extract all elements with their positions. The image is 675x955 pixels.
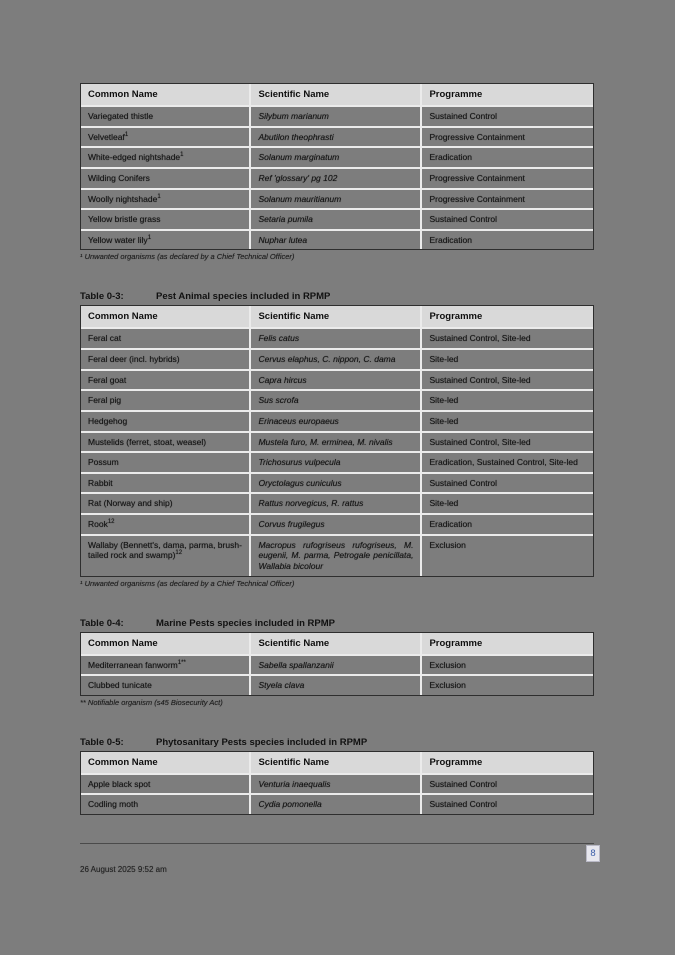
table-row	[81, 411, 593, 432]
common-name-cell: Possum	[81, 452, 250, 473]
column-header: Scientific Name	[250, 84, 421, 106]
common-name-cell: Feral goat	[81, 370, 250, 391]
common-name-cell: Apple black spot	[81, 774, 250, 795]
scientific-name-cell: Venturia inaequalis	[250, 774, 421, 795]
footnote-marker: 1**	[177, 659, 186, 666]
programme-cell: Exclusion	[421, 535, 593, 576]
programme-cell: Progressive Containment	[421, 127, 593, 148]
footnote-marker: 1	[147, 234, 152, 241]
pest-animals-table	[81, 306, 593, 575]
scientific-name-cell: Felis catus	[250, 328, 421, 349]
table-row	[81, 349, 593, 370]
column-header: Programme	[421, 306, 593, 328]
column-header: Common Name	[81, 306, 250, 328]
table-row	[81, 189, 593, 210]
programme-cell: Sustained Control, Site-led	[421, 328, 593, 349]
programme-cell: Exclusion	[421, 655, 593, 676]
scientific-name-cell: Oryctolagus cuniculus	[250, 473, 421, 494]
table-section-marine-pests	[80, 618, 594, 707]
footnote-marker: 1	[157, 193, 161, 200]
footnote-marker: 1	[124, 131, 129, 138]
common-name-cell: Yellow bristle grass	[81, 209, 250, 230]
common-name-cell: Rabbit	[81, 473, 250, 494]
table-caption-label: Table 0-3:	[80, 291, 124, 303]
table-row	[81, 493, 593, 514]
scientific-name-cell: Nuphar lutea	[250, 230, 421, 250]
page-number-field[interactable]: 8	[586, 845, 600, 862]
common-name-cell: Wallaby (Bennett's, dama, parma, brush-tailed rock and swamp)$^{12}$	[81, 535, 250, 576]
common-name-cell: Yellow water lily$^1$	[81, 230, 250, 250]
scientific-name-cell: Corvus frugilegus	[250, 514, 421, 535]
common-name-cell: Clubbed tunicate	[81, 675, 250, 695]
scientific-name-cell: Trichosurus vulpecula	[250, 452, 421, 473]
table-caption-label: Table 0-4:	[80, 617, 124, 629]
table-section-plant-pests-continued	[80, 83, 594, 261]
table-row	[81, 147, 593, 168]
table-footnote: ¹ Unwanted organisms (as declared by a Chief Technical Officer)	[80, 578, 295, 588]
column-header: Scientific Name	[250, 633, 421, 655]
programme-cell: Sustained Control	[421, 794, 593, 814]
column-header: Programme	[421, 633, 593, 655]
common-name-cell: Codling moth	[81, 794, 250, 814]
column-header: Programme	[421, 84, 593, 106]
table-section-phytosanitary-pests	[80, 737, 594, 815]
table-footnote: ¹ Unwanted organisms (as declared by a Chief Technical Officer)	[80, 252, 295, 262]
common-name-cell: Rat (Norway and ship)	[81, 493, 250, 514]
table-caption-text: Marine Pests species included in RPMP	[156, 617, 335, 629]
column-header: Common Name	[81, 633, 250, 655]
column-header: Common Name	[81, 84, 250, 106]
document-page-content	[80, 83, 594, 874]
common-name-cell: Hedgehog	[81, 411, 250, 432]
programme-cell: Exclusion	[421, 675, 593, 695]
footer-date: 26 August 2025 9:52 am	[80, 865, 167, 874]
page-footer	[80, 843, 594, 874]
footnote-marker: 12	[175, 550, 183, 557]
scientific-name-cell: Cervus elaphus, C. nippon, C. dama	[250, 349, 421, 370]
common-name-cell: Rook$^{12}$	[81, 514, 250, 535]
column-header: Scientific Name	[250, 306, 421, 328]
table-row	[81, 432, 593, 453]
programme-cell: Site-led	[421, 349, 593, 370]
programme-cell: Site-led	[421, 390, 593, 411]
table-caption	[80, 737, 594, 748]
column-header: Scientific Name	[250, 752, 421, 774]
programme-cell: Site-led	[421, 411, 593, 432]
table-caption-text: Pest Animal species included in RPMP	[156, 291, 331, 303]
table-row	[81, 168, 593, 189]
common-name-cell: White-edged nightshade$^1$	[81, 147, 250, 168]
table-border	[80, 632, 594, 696]
common-name-cell: Velvetleaf$^1$	[81, 127, 250, 148]
table-section-pest-animals	[80, 291, 594, 587]
scientific-name-cell: Capra hircus	[250, 370, 421, 391]
table-row	[81, 209, 593, 230]
table-row	[81, 370, 593, 391]
footnote-marker: 1	[180, 152, 184, 159]
table-caption	[80, 618, 594, 629]
table-caption-label: Table 0-5:	[80, 736, 124, 748]
common-name-cell: Variegated thistle	[81, 106, 250, 127]
scientific-name-cell: Cydia pomonella	[250, 794, 421, 814]
programme-cell: Sustained Control	[421, 473, 593, 494]
programme-cell: Progressive Containment	[421, 189, 593, 210]
programme-cell: Sustained Control	[421, 209, 593, 230]
scientific-name-cell: Sabella spallanzanii	[250, 655, 421, 676]
common-name-cell: Mustelids (ferret, stoat, weasel)	[81, 432, 250, 453]
scientific-name-cell: Erinaceus europaeus	[250, 411, 421, 432]
common-name-cell: Woolly nightshade$^1$	[81, 189, 250, 210]
phytosanitary-pests-table	[81, 752, 593, 814]
programme-cell: Progressive Containment	[421, 168, 593, 189]
table-row	[81, 230, 593, 250]
column-header: Programme	[421, 752, 593, 774]
programme-cell: Site-led	[421, 493, 593, 514]
table-border	[80, 305, 594, 576]
programme-cell: Eradication	[421, 147, 593, 168]
scientific-name-cell: Sus scrofa	[250, 390, 421, 411]
header-row	[81, 84, 593, 106]
common-name-cell: Mediterranean fanworm$^{1**}$	[81, 655, 250, 676]
header-row	[81, 752, 593, 774]
table-row	[81, 452, 593, 473]
table-border	[80, 751, 594, 815]
table-row	[81, 328, 593, 349]
table-row	[81, 473, 593, 494]
table-caption	[80, 291, 594, 302]
table-row	[81, 774, 593, 795]
programme-cell: Eradication, Sustained Control, Site-led	[421, 452, 593, 473]
footnote-marker: 12	[107, 519, 115, 526]
programme-cell: Sustained Control, Site-led	[421, 432, 593, 453]
header-row	[81, 633, 593, 655]
plant-pests-table	[81, 84, 593, 249]
scientific-name-cell: Abutilon theophrasti	[250, 127, 421, 148]
programme-cell: Sustained Control	[421, 774, 593, 795]
table-row	[81, 655, 593, 676]
table-row	[81, 675, 593, 695]
common-name-cell: Feral cat	[81, 328, 250, 349]
scientific-name-cell: Solanum marginatum	[250, 147, 421, 168]
table-row	[81, 390, 593, 411]
programme-cell: Eradication	[421, 230, 593, 250]
programme-cell: Sustained Control, Site-led	[421, 370, 593, 391]
scientific-name-cell: Silybum marianum	[250, 106, 421, 127]
scientific-name-cell: Ref 'glossary' pg 102	[250, 168, 421, 189]
table-row	[81, 514, 593, 535]
programme-cell: Sustained Control	[421, 106, 593, 127]
table-row	[81, 106, 593, 127]
programme-cell: Eradication	[421, 514, 593, 535]
scientific-name-cell: Solanum mauritianum	[250, 189, 421, 210]
scientific-name-cell: Rattus norvegicus, R. rattus	[250, 493, 421, 514]
scientific-name-cell: Mustela furo, M. erminea, M. nivalis	[250, 432, 421, 453]
common-name-cell: Feral deer (incl. hybrids)	[81, 349, 250, 370]
table-footnote: ** Notifiable organism (s45 Biosecurity Act)	[80, 697, 223, 707]
marine-pests-table	[81, 633, 593, 695]
table-border	[80, 83, 594, 250]
table-row	[81, 535, 593, 576]
scientific-name-cell: Styela clava	[250, 675, 421, 695]
scientific-name-cell: Setaria pumila	[250, 209, 421, 230]
table-caption-text: Phytosanitary Pests species included in RPMP	[156, 736, 368, 748]
table-row	[81, 127, 593, 148]
scientific-name-cell: Macropus rufogriseus rufogriseus, M. eugenii, M. parma, Petrogale penicillata, Wallabia bicolour	[250, 535, 421, 576]
column-header: Common Name	[81, 752, 250, 774]
common-name-cell: Wilding Conifers	[81, 168, 250, 189]
common-name-cell: Feral pig	[81, 390, 250, 411]
table-row	[81, 794, 593, 814]
header-row	[81, 306, 593, 328]
